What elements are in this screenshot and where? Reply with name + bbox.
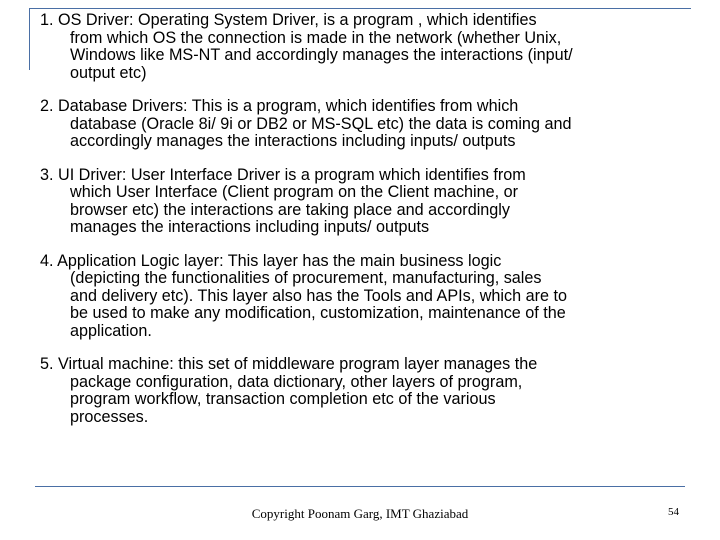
left-border-line (29, 8, 30, 70)
slide-body (40, 12, 690, 442)
list-item-application-logic-layer: 4. Application Logic layer: This layer has the main business logic (depicting the functionalities of procurement, manufacturing, sales and delivery etc). This layer also has the Tools and APIs, which are to be used to make any modification, customization, maintenance of the application. (40, 251, 567, 340)
page-number: 54 (668, 506, 679, 518)
footer-divider-line (35, 486, 685, 487)
footer-copyright: Copyright Poonam Garg, IMT Ghaziabad (251, 506, 469, 521)
list-item-os-driver: 1. OS Driver: Operating System Driver, is a program , which identifies from which OS the connection is made in the network (whether Unix, Windows like MS-NT and accordingly manages the interactions (input/ output etc) (40, 11, 573, 82)
top-border-line (29, 8, 691, 9)
list-item-virtual-machine: 5. Virtual machine: this set of middleware program layer manages the package configuration, data dictionary, other layers of program, program workflow, transaction completion etc of the various processes. (40, 355, 538, 426)
list-item-ui-driver: 3. UI Driver: User Interface Driver is a program which identifies from which User Interface (Client program on the Client machine, or browser etc) the interactions are taking place and accordingly manages the interactions including inputs/ outputs (40, 165, 526, 236)
list-item-database-drivers: 2. Database Drivers: This is a program, which identifies from which database (Oracle 8i/ 9i or DB2 or MS-SQL etc) the data is coming and accordingly manages the interactions including inputs/ outputs (40, 97, 572, 150)
